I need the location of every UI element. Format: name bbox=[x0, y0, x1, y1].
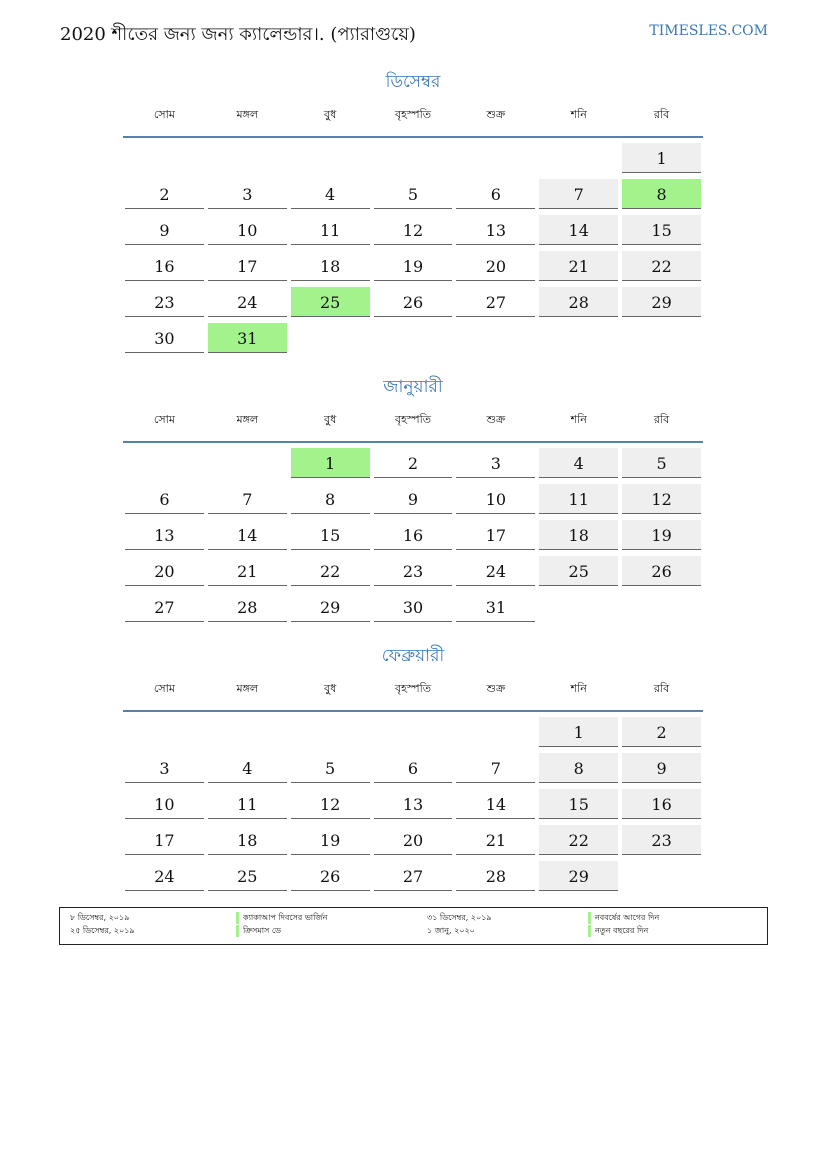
month-grid bbox=[123, 448, 703, 628]
day-cell: 20 bbox=[456, 251, 535, 281]
day-cell: 20 bbox=[374, 825, 453, 855]
legend-date: ৮ ডিসেম্বর, ২০১৯ bbox=[70, 913, 130, 922]
empty-cell bbox=[291, 717, 370, 747]
month-title: ফেব্রুয়ারী bbox=[381, 646, 445, 666]
legend-date: ২৫ ডিসেম্বর, ২০১৯ bbox=[70, 926, 135, 935]
day-cell: 17 bbox=[456, 520, 535, 550]
day-cell: 13 bbox=[374, 789, 453, 819]
empty-cell bbox=[125, 448, 204, 478]
day-cell: 23 bbox=[622, 825, 701, 855]
day-cell: 1 bbox=[622, 143, 701, 173]
day-cell: 29 bbox=[291, 592, 370, 622]
day-cell: 27 bbox=[125, 592, 204, 622]
day-cell: 19 bbox=[622, 520, 701, 550]
day-cell: 10 bbox=[456, 484, 535, 514]
empty-cell bbox=[456, 323, 535, 353]
day-cell: 27 bbox=[456, 287, 535, 317]
day-cell: 21 bbox=[208, 556, 287, 586]
day-cell: 24 bbox=[456, 556, 535, 586]
empty-cell bbox=[291, 143, 370, 173]
day-cell: 22 bbox=[291, 556, 370, 586]
empty-cell bbox=[374, 717, 453, 747]
empty-cell bbox=[291, 323, 370, 353]
day-cell: 29 bbox=[539, 861, 618, 891]
day-cell: 12 bbox=[374, 215, 453, 245]
day-cell: 11 bbox=[291, 215, 370, 245]
site-link[interactable]: TIMESLES.COM bbox=[649, 23, 768, 39]
empty-cell bbox=[208, 448, 287, 478]
legend-holiday-name: নতুন বছরের দিন bbox=[588, 925, 648, 937]
day-cell: 12 bbox=[291, 789, 370, 819]
day-cell: 4 bbox=[291, 179, 370, 209]
day-cell: 15 bbox=[539, 789, 618, 819]
legend-holiday-name: নববর্ষের আগের দিন bbox=[588, 912, 659, 924]
week-row bbox=[123, 717, 703, 753]
empty-cell bbox=[125, 717, 204, 747]
month-block bbox=[123, 375, 703, 628]
month-block bbox=[123, 70, 703, 359]
legend-date: ৩১ ডিসেম্বর, ২০১৯ bbox=[427, 913, 492, 922]
day-cell: 30 bbox=[374, 592, 453, 622]
weekday-label: বুধ bbox=[324, 108, 337, 121]
empty-cell bbox=[539, 323, 618, 353]
day-cell: 2 bbox=[622, 717, 701, 747]
week-row bbox=[123, 861, 703, 897]
day-cell: 12 bbox=[622, 484, 701, 514]
empty-cell bbox=[374, 143, 453, 173]
weekday-label: বৃহস্পতি bbox=[395, 682, 431, 695]
day-cell: 25 bbox=[291, 287, 370, 317]
day-cell: 6 bbox=[456, 179, 535, 209]
week-row bbox=[123, 520, 703, 556]
day-cell: 31 bbox=[208, 323, 287, 353]
day-cell: 3 bbox=[456, 448, 535, 478]
day-cell: 26 bbox=[622, 556, 701, 586]
empty-cell bbox=[622, 592, 701, 622]
empty-cell bbox=[456, 717, 535, 747]
day-cell: 5 bbox=[291, 753, 370, 783]
day-cell: 26 bbox=[374, 287, 453, 317]
week-row bbox=[123, 592, 703, 628]
empty-cell bbox=[208, 717, 287, 747]
day-cell: 6 bbox=[125, 484, 204, 514]
day-cell: 1 bbox=[291, 448, 370, 478]
day-cell: 25 bbox=[208, 861, 287, 891]
day-cell: 2 bbox=[125, 179, 204, 209]
day-cell: 28 bbox=[456, 861, 535, 891]
day-cell: 19 bbox=[291, 825, 370, 855]
day-cell: 13 bbox=[125, 520, 204, 550]
weekday-label: সোম bbox=[153, 413, 175, 426]
weekday-header bbox=[123, 411, 703, 443]
month-grid bbox=[123, 717, 703, 897]
day-cell: 5 bbox=[622, 448, 701, 478]
empty-cell bbox=[539, 143, 618, 173]
month-block bbox=[123, 644, 703, 897]
day-cell: 24 bbox=[125, 861, 204, 891]
weekday-label: মঙ্গল bbox=[236, 413, 259, 426]
day-cell: 14 bbox=[539, 215, 618, 245]
day-cell: 23 bbox=[374, 556, 453, 586]
empty-cell bbox=[125, 143, 204, 173]
empty-cell bbox=[539, 592, 618, 622]
week-row bbox=[123, 179, 703, 215]
legend-row bbox=[60, 925, 767, 937]
day-cell: 16 bbox=[622, 789, 701, 819]
week-row bbox=[123, 556, 703, 592]
day-cell: 17 bbox=[125, 825, 204, 855]
day-cell: 8 bbox=[291, 484, 370, 514]
week-row bbox=[123, 251, 703, 287]
day-cell: 16 bbox=[125, 251, 204, 281]
day-cell: 27 bbox=[374, 861, 453, 891]
day-cell: 9 bbox=[374, 484, 453, 514]
day-cell: 9 bbox=[125, 215, 204, 245]
day-cell: 22 bbox=[622, 251, 701, 281]
day-cell: 11 bbox=[208, 789, 287, 819]
weekday-label: রবি bbox=[653, 682, 670, 695]
day-cell: 19 bbox=[374, 251, 453, 281]
day-cell: 13 bbox=[456, 215, 535, 245]
month-title: জানুয়ারী bbox=[383, 377, 443, 397]
weekday-label: মঙ্গল bbox=[236, 108, 259, 121]
day-cell: 7 bbox=[456, 753, 535, 783]
day-cell: 5 bbox=[374, 179, 453, 209]
day-cell: 8 bbox=[539, 753, 618, 783]
weekday-label: শুক্র bbox=[486, 682, 506, 695]
day-cell: 2 bbox=[374, 448, 453, 478]
day-cell: 22 bbox=[539, 825, 618, 855]
day-cell: 4 bbox=[208, 753, 287, 783]
week-row bbox=[123, 323, 703, 359]
weekday-label: শনি bbox=[570, 108, 587, 121]
weekday-label: রবি bbox=[653, 413, 670, 426]
week-row bbox=[123, 825, 703, 861]
week-row bbox=[123, 143, 703, 179]
empty-cell bbox=[456, 143, 535, 173]
day-cell: 30 bbox=[125, 323, 204, 353]
weekday-label: বুধ bbox=[324, 413, 337, 426]
day-cell: 11 bbox=[539, 484, 618, 514]
day-cell: 28 bbox=[539, 287, 618, 317]
weekday-label: শনি bbox=[570, 413, 587, 426]
weekday-label: বুধ bbox=[324, 682, 337, 695]
day-cell: 7 bbox=[539, 179, 618, 209]
weekday-label: শুক্র bbox=[486, 413, 506, 426]
day-cell: 16 bbox=[374, 520, 453, 550]
week-row bbox=[123, 448, 703, 484]
empty-cell bbox=[208, 143, 287, 173]
day-cell: 10 bbox=[125, 789, 204, 819]
day-cell: 1 bbox=[539, 717, 618, 747]
day-cell: 14 bbox=[208, 520, 287, 550]
week-row bbox=[123, 753, 703, 789]
day-cell: 28 bbox=[208, 592, 287, 622]
weekday-label: শুক্র bbox=[486, 108, 506, 121]
legend-holiday-name: ক্রিসমাস ডে bbox=[236, 925, 281, 937]
legend-row bbox=[60, 912, 767, 924]
day-cell: 6 bbox=[374, 753, 453, 783]
day-cell: 21 bbox=[539, 251, 618, 281]
day-cell: 18 bbox=[291, 251, 370, 281]
day-cell: 18 bbox=[539, 520, 618, 550]
day-cell: 31 bbox=[456, 592, 535, 622]
page-title: 2020 শীতের জন্য জন্য ক্যালেন্ডার।. (প্যারাগুয়ে) bbox=[60, 24, 416, 45]
weekday-label: বৃহস্পতি bbox=[395, 108, 431, 121]
day-cell: 17 bbox=[208, 251, 287, 281]
week-row bbox=[123, 789, 703, 825]
week-row bbox=[123, 287, 703, 323]
month-title: ডিসেম্বর bbox=[385, 72, 441, 92]
day-cell: 4 bbox=[539, 448, 618, 478]
month-grid bbox=[123, 143, 703, 359]
empty-cell bbox=[374, 323, 453, 353]
day-cell: 9 bbox=[622, 753, 701, 783]
day-cell: 3 bbox=[125, 753, 204, 783]
weekday-label: শনি bbox=[570, 682, 587, 695]
week-row bbox=[123, 215, 703, 251]
legend-holiday-name: ক্যাকাআপ দিবসের ভার্জিন bbox=[236, 912, 327, 924]
day-cell: 3 bbox=[208, 179, 287, 209]
week-row bbox=[123, 484, 703, 520]
weekday-label: মঙ্গল bbox=[236, 682, 259, 695]
weekday-label: রবি bbox=[653, 108, 670, 121]
empty-cell bbox=[622, 861, 701, 891]
weekday-header bbox=[123, 680, 703, 712]
weekday-label: সোম bbox=[153, 682, 175, 695]
empty-cell bbox=[622, 323, 701, 353]
day-cell: 21 bbox=[456, 825, 535, 855]
day-cell: 25 bbox=[539, 556, 618, 586]
weekday-label: বৃহস্পতি bbox=[395, 413, 431, 426]
day-cell: 29 bbox=[622, 287, 701, 317]
day-cell: 26 bbox=[291, 861, 370, 891]
day-cell: 18 bbox=[208, 825, 287, 855]
day-cell: 20 bbox=[125, 556, 204, 586]
day-cell: 23 bbox=[125, 287, 204, 317]
weekday-header bbox=[123, 106, 703, 138]
legend-date: ১ জানু, ২০২০ bbox=[427, 926, 475, 935]
day-cell: 7 bbox=[208, 484, 287, 514]
day-cell: 8 bbox=[622, 179, 701, 209]
day-cell: 15 bbox=[622, 215, 701, 245]
day-cell: 14 bbox=[456, 789, 535, 819]
day-cell: 10 bbox=[208, 215, 287, 245]
day-cell: 24 bbox=[208, 287, 287, 317]
holiday-legend bbox=[59, 907, 768, 945]
day-cell: 15 bbox=[291, 520, 370, 550]
weekday-label: সোম bbox=[153, 108, 175, 121]
